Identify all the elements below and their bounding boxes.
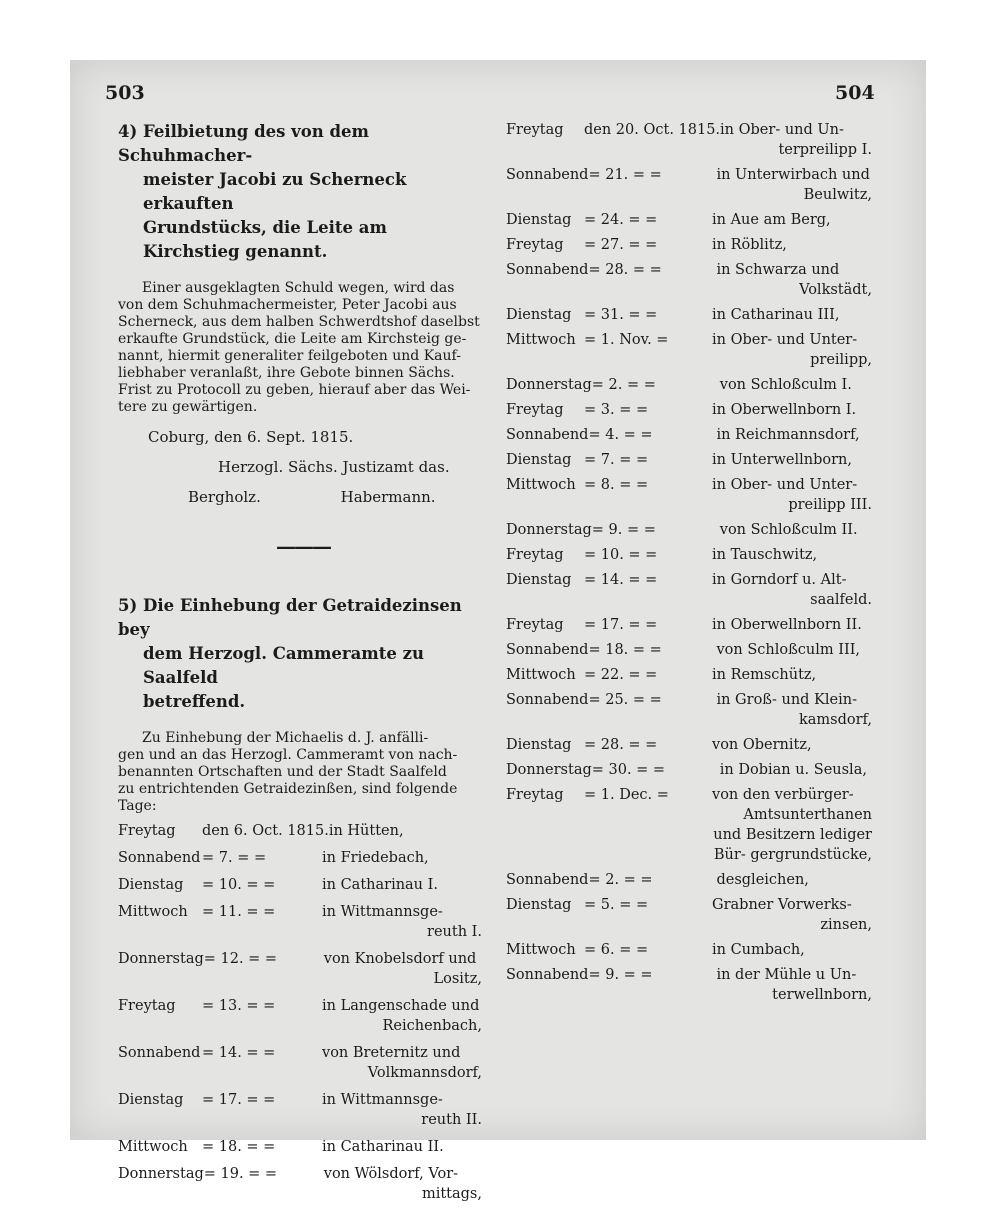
right-column: [506, 120, 878, 1010]
schedule-date: = 31. = =: [584, 307, 658, 323]
body-line: tere zu gewärtigen.: [118, 399, 258, 415]
schedule-place: in Langenschade und: [322, 998, 480, 1014]
place-date: Coburg, den 6. Sept. 1815.: [148, 428, 354, 446]
schedule-place-continuation: terwellnborn,: [772, 987, 872, 1003]
schedule-day: Dienstag: [506, 307, 572, 323]
schedule-place: in Catharinau I.: [322, 877, 438, 893]
schedule-row: [506, 760, 878, 780]
schedule-place: in Unterwirbach und: [716, 167, 870, 183]
schedule-day: Freytag: [506, 122, 564, 138]
schedule-row: [506, 165, 878, 205]
schedule-place: in Röblitz,: [712, 237, 787, 253]
body-line: zu entrichtenden Getraidezinßen, sind folgende: [118, 781, 458, 797]
schedule-day: Dienstag: [506, 212, 572, 228]
schedule-place: Grabner Vorwerks-: [712, 897, 852, 913]
schedule-place-cell: [716, 870, 878, 890]
schedule-date: = 25. = =: [588, 692, 662, 708]
schedule-place: in Ober- und Unter-: [712, 332, 858, 348]
schedule-date: = 8. = =: [584, 477, 649, 493]
schedule-place-continuation: Volkmannsdorf,: [367, 1065, 482, 1081]
schedule-place-continuation: Amtsunterthanen und Besitzern lediger Bür- gergrundstücke,: [713, 807, 872, 863]
schedule-place-cell: [322, 1137, 488, 1157]
schedule-row: [118, 1043, 488, 1083]
schedule-row: [506, 785, 878, 865]
schedule-day: Donnerstag: [118, 951, 204, 967]
issuing-office: Herzogl. Sächs. Justizamt das.: [218, 458, 450, 476]
schedule-date: = 11. = =: [202, 904, 276, 920]
schedule-date: = 7. = =: [202, 850, 267, 866]
schedule-place-cell: [716, 690, 878, 730]
schedule-date: = 14. = =: [584, 572, 658, 588]
schedule-place-cell: [712, 615, 878, 635]
schedule-date: = 24. = =: [584, 212, 658, 228]
schedule-row: [118, 902, 488, 942]
notice-5-heading: [118, 594, 488, 714]
schedule-left: [118, 821, 488, 1204]
schedule-day: Sonnabend: [506, 262, 589, 278]
schedule-place: von Breternitz und: [322, 1045, 461, 1061]
left-column: [118, 120, 488, 1211]
schedule-date: = 12. = =: [203, 951, 278, 967]
schedule-date: = 18. = =: [202, 1139, 276, 1155]
schedule-row: [506, 400, 878, 420]
schedule-place-cell: [324, 1164, 488, 1204]
schedule-place-continuation: mittags,: [421, 1186, 482, 1202]
schedule-row: [506, 965, 878, 1005]
schedule-place-cell: [716, 640, 878, 660]
schedule-place: in Catharinau II.: [322, 1139, 444, 1155]
schedule-row: [506, 870, 878, 890]
body-line: von dem Schuhmachermeister, Peter Jacobi aus: [118, 297, 457, 313]
schedule-place: in Friedebach,: [322, 850, 429, 866]
schedule-date: = 6. = =: [584, 942, 649, 958]
schedule-place: in Aue am Berg,: [712, 212, 831, 228]
schedule-place-cell: [712, 400, 878, 420]
schedule-place-cell: [716, 165, 878, 205]
schedule-place: in der Mühle u Un-: [716, 967, 857, 983]
schedule-date: = 21. = =: [588, 167, 662, 183]
schedule-day: Sonnabend: [506, 967, 589, 983]
schedule-row: [506, 120, 878, 160]
schedule-place: desgleichen,: [716, 872, 809, 888]
schedule-row: [506, 425, 878, 445]
schedule-day: Dienstag: [118, 877, 184, 893]
schedule-row: [506, 330, 878, 370]
schedule-row: [506, 450, 878, 470]
schedule-place-cell: [712, 210, 878, 230]
schedule-day: Dienstag: [506, 897, 572, 913]
schedule-day: Mittwoch: [506, 477, 576, 493]
notice-4-heading: [118, 120, 488, 264]
body-line: nannt, hiermit generaliter feilgeboten und Kauf-: [118, 348, 461, 364]
schedule-row: [506, 640, 878, 660]
schedule-place-cell: [720, 375, 878, 395]
schedule-date: = 5. = =: [584, 897, 649, 913]
schedule-place: in Hütten,: [328, 823, 404, 839]
heading-line: 4) Feilbietung des von dem Schuhmacher-: [118, 122, 369, 165]
schedule-date: den 20. Oct. 1815.: [584, 122, 721, 138]
schedule-place-cell: [322, 996, 488, 1036]
schedule-row: [506, 305, 878, 325]
body-line: gen und an das Herzogl. Cammeramt von nach-: [118, 747, 458, 763]
schedule-row: [506, 940, 878, 960]
schedule-day: Mittwoch: [506, 942, 576, 958]
schedule-row: [506, 895, 878, 935]
body-line: liebhaber veranlaßt, ihre Gebote binnen Sächs.: [118, 365, 455, 381]
schedule-date: = 28. = =: [584, 737, 658, 753]
schedule-row: [118, 949, 488, 989]
schedule-place: von den verbürger-: [712, 787, 854, 803]
schedule-day: Freytag: [506, 547, 564, 563]
schedule-date: = 2. = =: [591, 377, 656, 393]
schedule-date: = 1. Dec. =: [584, 787, 669, 803]
schedule-day: Sonnabend: [118, 1045, 201, 1061]
schedule-place-cell: [712, 450, 878, 470]
schedule-place: von Wölsdorf, Vor-: [323, 1166, 459, 1182]
schedule-place: von Obernitz,: [712, 737, 812, 753]
schedule-place: in Ober- und Unter-: [712, 477, 858, 493]
schedule-day: Dienstag: [118, 1092, 184, 1108]
schedule-date: = 19. = =: [203, 1166, 278, 1182]
schedule-day: Mittwoch: [506, 332, 576, 348]
schedule-place: in Schwarza und: [716, 262, 840, 278]
schedule-day: Freytag: [506, 237, 564, 253]
schedule-place-cell: [712, 545, 878, 565]
schedule-place-cell: [720, 120, 878, 160]
schedule-day: Sonnabend: [118, 850, 201, 866]
schedule-day: Donnerstag: [118, 1166, 204, 1182]
schedule-row: [506, 735, 878, 755]
schedule-place-continuation: Reichenbach,: [382, 1018, 482, 1034]
schedule-day: Mittwoch: [506, 667, 576, 683]
schedule-day: Dienstag: [506, 572, 572, 588]
schedule-row: [118, 1164, 488, 1204]
schedule-place: in Cumbach,: [712, 942, 805, 958]
schedule-row: [506, 375, 878, 395]
schedule-row: [506, 475, 878, 515]
schedule-row: [506, 570, 878, 610]
schedule-date: = 7. = =: [584, 452, 649, 468]
page-number-right: 504: [835, 82, 875, 104]
schedule-row: [118, 1090, 488, 1130]
schedule-place-cell: [712, 665, 878, 685]
schedule-date: = 1. Nov. =: [584, 332, 669, 348]
schedule-place-cell: [716, 965, 878, 1005]
schedule-place-cell: [322, 875, 488, 895]
schedule-place-cell: [712, 940, 878, 960]
schedule-day: Freytag: [506, 617, 564, 633]
schedule-date: = 17. = =: [584, 617, 658, 633]
schedule-place-cell: [716, 425, 878, 445]
schedule-place-continuation: reuth I.: [427, 924, 482, 940]
schedule-day: Donnerstag: [506, 377, 592, 393]
body-line: benannten Ortschaften und der Stadt Saalfeld: [118, 764, 447, 780]
schedule-row: [506, 665, 878, 685]
schedule-row: [118, 848, 488, 868]
schedule-place-continuation: Lositz,: [433, 971, 482, 987]
schedule-day: Sonnabend: [506, 427, 589, 443]
schedule-place: in Oberwellnborn II.: [712, 617, 862, 633]
schedule-place-cell: [712, 735, 878, 755]
schedule-date: = 27. = =: [584, 237, 658, 253]
schedule-row: [118, 1137, 488, 1157]
page-number-left: 503: [105, 82, 145, 104]
schedule-place: in Catharinau III,: [712, 307, 840, 323]
schedule-place-cell: [712, 305, 878, 325]
schedule-day: Sonnabend: [506, 642, 589, 658]
schedule-row: [506, 690, 878, 730]
schedule-day: Dienstag: [506, 452, 572, 468]
schedule-place-continuation: reuth II.: [421, 1112, 482, 1128]
schedule-place-continuation: preilipp III.: [788, 497, 872, 513]
schedule-day: Sonnabend: [506, 692, 589, 708]
notice-4-body: [118, 280, 488, 416]
schedule-place: von Schloßculm III,: [716, 642, 861, 658]
schedule-place: in Dobian u. Seusla,: [719, 762, 867, 778]
schedule-row: [118, 821, 488, 841]
schedule-place-continuation: terpreilipp I.: [778, 142, 872, 158]
schedule-place: in Reichmannsdorf,: [716, 427, 860, 443]
schedule-day: Freytag: [506, 402, 564, 418]
schedule-place: in Groß- und Klein-: [716, 692, 857, 708]
schedule-day: Sonnabend: [506, 872, 589, 888]
schedule-date: = 13. = =: [202, 998, 276, 1014]
signature-name: Bergholz.: [188, 488, 261, 506]
schedule-date: = 28. = =: [588, 262, 662, 278]
body-line: Einer ausgeklagten Schuld wegen, wird das: [142, 280, 455, 296]
schedule-row: [118, 875, 488, 895]
schedule-row: [506, 235, 878, 255]
schedule-place-cell: [716, 260, 878, 300]
schedule-place-cell: [322, 1043, 488, 1083]
schedule-place: in Tauschwitz,: [712, 547, 818, 563]
schedule-day: Donnerstag: [506, 522, 592, 538]
schedule-place-cell: [322, 1090, 488, 1130]
schedule-row: [506, 545, 878, 565]
schedule-date: = 9. = =: [588, 967, 653, 983]
schedule-place-cell: [322, 848, 488, 868]
schedule-row: [506, 520, 878, 540]
schedule-day: Donnerstag: [506, 762, 592, 778]
notice-5-body: [118, 730, 488, 815]
schedule-row: [506, 260, 878, 300]
heading-line: meister Jacobi zu Scherneck erkauften: [143, 170, 407, 213]
schedule-date: = 10. = =: [202, 877, 276, 893]
schedule-place: in Unterwellnborn,: [712, 452, 852, 468]
schedule-place-cell: [712, 570, 878, 610]
schedule-right: [506, 120, 878, 1005]
schedule-day: Mittwoch: [118, 1139, 188, 1155]
schedule-date: = 30. = =: [591, 762, 666, 778]
schedule-place: in Wittmannsge-: [322, 1092, 443, 1108]
schedule-row: [506, 210, 878, 230]
body-line: Scherneck, aus dem halben Schwerdtshof daselbst: [118, 314, 480, 330]
schedule-place-cell: [712, 895, 878, 935]
schedule-place: in Ober- und Un-: [720, 122, 844, 138]
schedule-date: = 2. = =: [588, 872, 653, 888]
schedule-date: = 18. = =: [588, 642, 662, 658]
body-line: Tage:: [118, 798, 157, 814]
body-line: erkaufte Grundstück, die Leite am Kirchsteig ge-: [118, 331, 467, 347]
schedule-day: Sonnabend: [506, 167, 589, 183]
schedule-date: den 6. Oct. 1815.: [202, 823, 329, 839]
heading-line: betreffend.: [143, 692, 246, 711]
schedule-place-cell: [712, 475, 878, 515]
body-line: Zu Einhebung der Michaelis d. J. anfälli-: [142, 730, 429, 746]
signatures: [188, 488, 488, 506]
schedule-day: Freytag: [118, 998, 176, 1014]
schedule-date: = 22. = =: [584, 667, 658, 683]
schedule-place: von Schloßculm II.: [719, 522, 858, 538]
heading-line: Grundstücks, die Leite am Kirchstieg genannt.: [143, 218, 387, 261]
schedule-place-cell: [712, 785, 878, 865]
schedule-place-cell: [322, 902, 488, 942]
schedule-place: von Schloßculm I.: [719, 377, 852, 393]
schedule-place-continuation: preilipp,: [810, 352, 872, 368]
schedule-date: = 9. = =: [591, 522, 656, 538]
schedule-day: Mittwoch: [118, 904, 188, 920]
schedule-date: = 10. = =: [584, 547, 658, 563]
schedule-place: in Gorndorf u. Alt-: [712, 572, 847, 588]
schedule-place: von Knobelsdorf und: [323, 951, 477, 967]
schedule-place-continuation: Beulwitz,: [803, 187, 872, 203]
schedule-place: in Wittmannsge-: [322, 904, 443, 920]
schedule-place: in Oberwellnborn I.: [712, 402, 857, 418]
section-divider: ———: [276, 534, 330, 558]
schedule-place-cell: [712, 235, 878, 255]
schedule-date: = 4. = =: [588, 427, 653, 443]
schedule-place-cell: [712, 330, 878, 370]
schedule-row: [506, 615, 878, 635]
heading-line: dem Herzogl. Cammeramte zu Saalfeld: [143, 644, 424, 687]
schedule-place-continuation: kamsdorf,: [798, 712, 872, 728]
schedule-place-cell: [329, 821, 488, 841]
schedule-place-cell: [324, 949, 488, 989]
schedule-place-continuation: saalfeld.: [810, 592, 872, 608]
schedule-date: = 3. = =: [584, 402, 649, 418]
schedule-row: [118, 996, 488, 1036]
schedule-place-continuation: Volkstädt,: [799, 282, 872, 298]
schedule-place-continuation: zinsen,: [820, 917, 872, 933]
schedule-place-cell: [720, 520, 878, 540]
schedule-day: Dienstag: [506, 737, 572, 753]
schedule-date: = 17. = =: [202, 1092, 276, 1108]
schedule-date: = 14. = =: [202, 1045, 276, 1061]
schedule-place: in Remschütz,: [712, 667, 817, 683]
schedule-day: Freytag: [118, 823, 176, 839]
heading-line: 5) Die Einhebung der Getraidezinsen bey: [118, 596, 462, 639]
schedule-place-cell: [720, 760, 878, 780]
signature-name: Habermann.: [340, 488, 436, 506]
body-line: Frist zu Protocoll zu geben, hierauf aber das Wei-: [118, 382, 471, 398]
schedule-day: Freytag: [506, 787, 564, 803]
